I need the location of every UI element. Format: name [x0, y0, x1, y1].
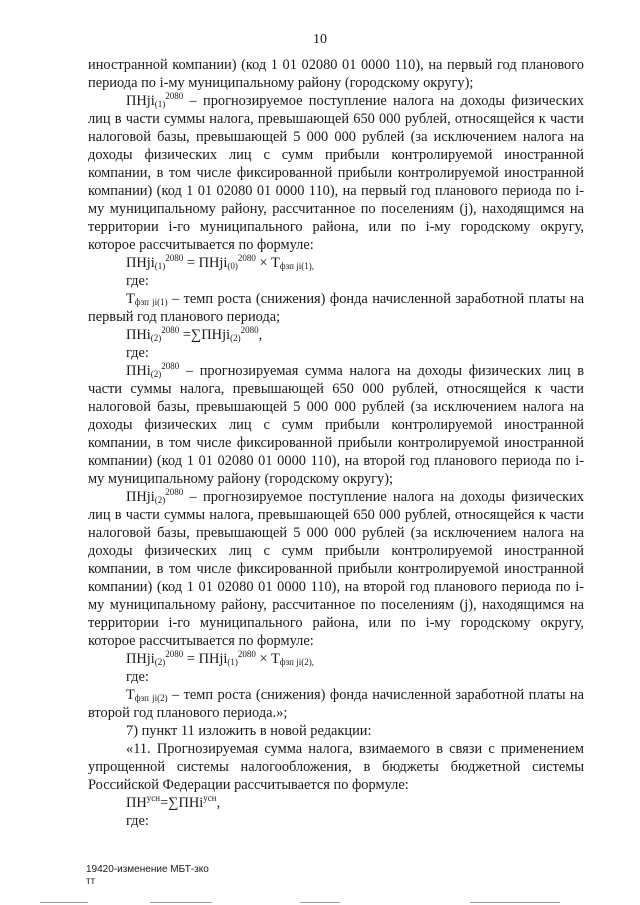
paragraph-4: ПНi$_{(2)}^{2080}$ – прогнозируемая сумма налога на доходы физических лиц в части суммы налога, превышающей 650 000 рублей, относящейся к части налоговой базы, превышающей 5 000 000 рублей (за исключением налога на доходы физических лиц с сумм прибыли контролируемой иностранной компании, в том числе фиксированной прибыли контролируемой иностранной компании) (код 1 01 02080 01 0000 110), на второй год планового периода по i-му муниципальному району (городскому округу);: [88, 361, 584, 487]
scan-artifact: [150, 902, 212, 903]
formula-4: $ПН^{усн}=\sum ПНi^{усн}$,: [126, 793, 221, 811]
scan-artifact: [470, 902, 560, 903]
page-number: 10: [313, 32, 327, 47]
where-label-3: где:: [126, 669, 149, 685]
footer: [86, 864, 209, 888]
symbol: ПНji: [126, 93, 155, 109]
paragraph-7: 7) пункт 11 изложить в новой редакции:: [126, 723, 372, 739]
paragraph-2: ПНji$_{(1)}^{2080}$ – прогнозируемое поступление налога на доходы физических лиц в части суммы налога, превышающей 650 000 рублей, относящейся к части налоговой базы, превышающей 5 000 000 рублей (за исключением налога на доходы физических лиц с сумм прибыли контролируемой иностранной компании, в том числе фиксированной прибыли контролируемой иностранной компании) (код 1 01 02080 01 0000 110), на первый год планового периода по i-му муниципальному району, рассчитанное по поселениям (j), находящимся на территории i-го муниципального района, или по i-му городскому округу, которое рассчитывается по формуле:: [88, 91, 584, 253]
paragraph-8: «11. Прогнозируемая сумма налога, взимаемого в связи с применением упрощенной системы налогообложения, в бюджеты бюджетной системы Российской Федерации рассчитывается по формуле:: [88, 741, 584, 793]
formula-3: ПНji$_{(2)}^{2080}$ = ПНji$_{(1)}^{2080}$ × $T_{фзп ji(2),}$: [126, 649, 314, 667]
paragraph-3: $T_{фзп ji(1)}$ – темп роста (снижения) фонда начисленной заработной платы на первый год планового периода;: [88, 291, 585, 325]
scan-artifact: [300, 902, 340, 903]
where-label-2: где:: [126, 345, 149, 361]
footer-line-1: 19420-изменение МБТ-зко: [86, 864, 209, 875]
formula-2: ПНi$_{(2)}^{2080}$ =∑ПНji$_{(2)}^{2080}$,: [126, 325, 263, 343]
footer-line-2: тт: [86, 876, 96, 887]
scan-artifact: [40, 902, 88, 903]
formula-1: ПНji$_{(1)}^{2080}$ = ПНji$_{(0)}^{2080}$ × $T_{фзп ji(1),}$: [126, 253, 314, 271]
paragraph-6: $T_{фзп ji(2)}$ – темп роста (снижения) фонда начисленной заработной платы на второй год планового периода.»;: [88, 687, 585, 721]
paragraph-5: ПНji$_{(2)}^{2080}$ – прогнозируемое поступление налога на доходы физических лиц в части суммы налога, превышающей 650 000 рублей, относящейся к части налоговой базы, превышающей 5 000 000 рублей (за исключением налога на доходы физических лиц с сумм прибыли контролируемой иностранной компании, в том числе фиксированной прибыли контролируемой иностранной компании) (код 1 01 02080 01 0000 110), на второй год планового периода по i-му муниципальному району, рассчитанное по поселениям (j), находящимся на территории i-го муниципального района, или по i-му городскому округу, которое рассчитывается по формуле:: [88, 487, 584, 649]
document-body: [88, 56, 584, 830]
paragraph-1: иностранной компании) (код 1 01 02080 01 0000 110), на первый год планового периода по i-му муниципальному району (городскому округу);: [88, 57, 584, 91]
where-label-1: где:: [126, 273, 149, 289]
where-label-4: где:: [126, 813, 149, 829]
